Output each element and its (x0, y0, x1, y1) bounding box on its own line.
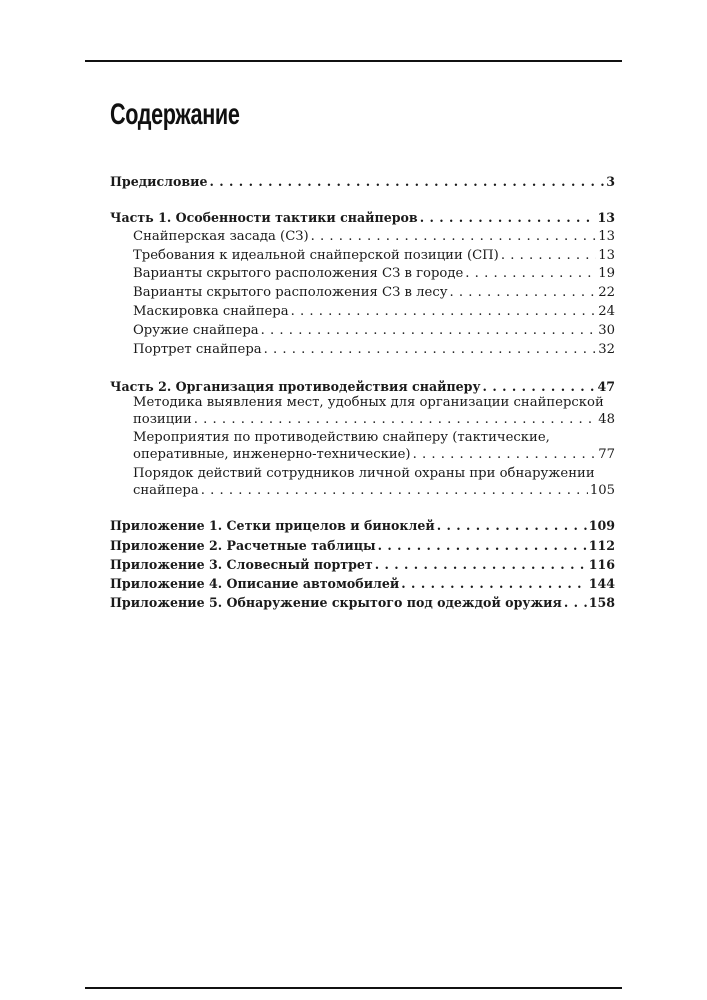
toc-page-number: 116 (588, 557, 615, 572)
toc-entry-title: Часть 2. Организация противодействия снайперу (110, 379, 481, 394)
dot-leader (437, 516, 587, 535)
toc-page-number: 105 (589, 483, 615, 498)
toc-entry[interactable] (110, 536, 615, 555)
toc-entry[interactable] (110, 208, 615, 227)
toc-page-number: 13 (598, 248, 615, 263)
toc-entry-title: Требования к идеальной снайперской позиции (СП) (133, 248, 499, 263)
dot-leader (378, 536, 587, 555)
toc-entry-title: Предисловие (110, 174, 208, 189)
dot-leader (201, 481, 588, 500)
dot-leader (564, 593, 587, 612)
toc-entry-title: Снайперская засада (СЗ) (133, 229, 309, 244)
toc-page-number: 19 (598, 266, 615, 281)
toc-entry[interactable] (110, 593, 615, 612)
dot-leader (291, 302, 597, 321)
toc-entry-title: Оружие снайпера (133, 323, 259, 338)
toc-entry-continuation[interactable] (133, 445, 615, 464)
toc-entry[interactable] (133, 283, 615, 302)
toc-entry-title: Часть 1. Особенности тактики снайперов (110, 210, 418, 225)
toc-page-number: 13 (597, 210, 615, 225)
toc-entry[interactable] (133, 321, 615, 340)
toc-entry-continuation[interactable] (133, 410, 615, 429)
toc-entry-title: Приложение 3. Словесный портрет (110, 557, 373, 572)
dot-leader (210, 172, 605, 191)
toc-entry-title: Портрет снайпера (133, 342, 262, 357)
bottom-rule (85, 987, 622, 989)
toc-entry-title: Порядок действий сотрудников личной охраны при обнаружении (133, 466, 595, 481)
top-rule (85, 60, 622, 62)
toc-page-number: 48 (598, 412, 615, 427)
toc-entry[interactable] (133, 227, 615, 246)
toc-entry-title: Методика выявления мест, удобных для организации снайперской (133, 395, 604, 410)
toc-page-number: 22 (598, 285, 615, 300)
toc-entry-title: оперативные, инженерно-технические) (133, 447, 411, 462)
dot-leader (261, 321, 597, 340)
toc-entry-title: Маскировка снайпера (133, 304, 289, 319)
toc-entry[interactable] (110, 172, 615, 191)
toc-page-number: 47 (597, 379, 615, 394)
dot-leader (375, 555, 587, 574)
toc-entry-continuation[interactable] (133, 481, 615, 500)
toc-page-number: 32 (598, 342, 615, 357)
dot-leader (264, 340, 597, 359)
dot-leader (311, 227, 597, 246)
dot-leader (413, 445, 597, 464)
toc-entry[interactable] (110, 555, 615, 574)
toc-entry[interactable] (133, 264, 615, 283)
toc-entry-title: Приложение 2. Расчетные таблицы (110, 538, 376, 553)
toc-entry-title: Варианты скрытого расположения СЗ в лесу (133, 285, 448, 300)
dot-leader (420, 208, 596, 227)
toc-entry-title: снайпера (133, 483, 199, 498)
toc-entry[interactable] (110, 516, 615, 535)
toc-entry-title: Приложение 5. Обнаружение скрытого под одеждой оружия (110, 595, 562, 610)
toc-page-number: 3 (606, 174, 615, 189)
toc-entry-title: Приложение 4. Описание автомобилей (110, 576, 400, 591)
page-title: Содержание (110, 98, 240, 131)
toc-page-number: 77 (598, 447, 615, 462)
toc-page-number: 158 (588, 595, 615, 610)
toc-entry-title: Мероприятия по противодействию снайперу (тактические, (133, 430, 550, 445)
toc-entry[interactable] (133, 340, 615, 359)
dot-leader (194, 410, 596, 429)
toc-page-number: 24 (598, 304, 615, 319)
toc-entry-title: Варианты скрытого расположения СЗ в городе (133, 266, 464, 281)
dot-leader (501, 246, 596, 265)
toc-page-number: 112 (588, 538, 615, 553)
toc-entry-title: позиции (133, 412, 192, 427)
dot-leader (465, 264, 596, 283)
toc-page-number: 13 (598, 229, 615, 244)
toc-page-number: 109 (588, 518, 615, 533)
toc-page-number: 30 (598, 323, 615, 338)
toc-entry-title: Приложение 1. Сетки прицелов и биноклей (110, 518, 435, 533)
toc-entry[interactable] (133, 302, 615, 321)
dot-leader (449, 283, 596, 302)
toc-entry[interactable] (133, 246, 615, 265)
toc-entry[interactable] (110, 574, 615, 593)
dot-leader (401, 574, 586, 593)
toc-page-number: 144 (588, 576, 615, 591)
